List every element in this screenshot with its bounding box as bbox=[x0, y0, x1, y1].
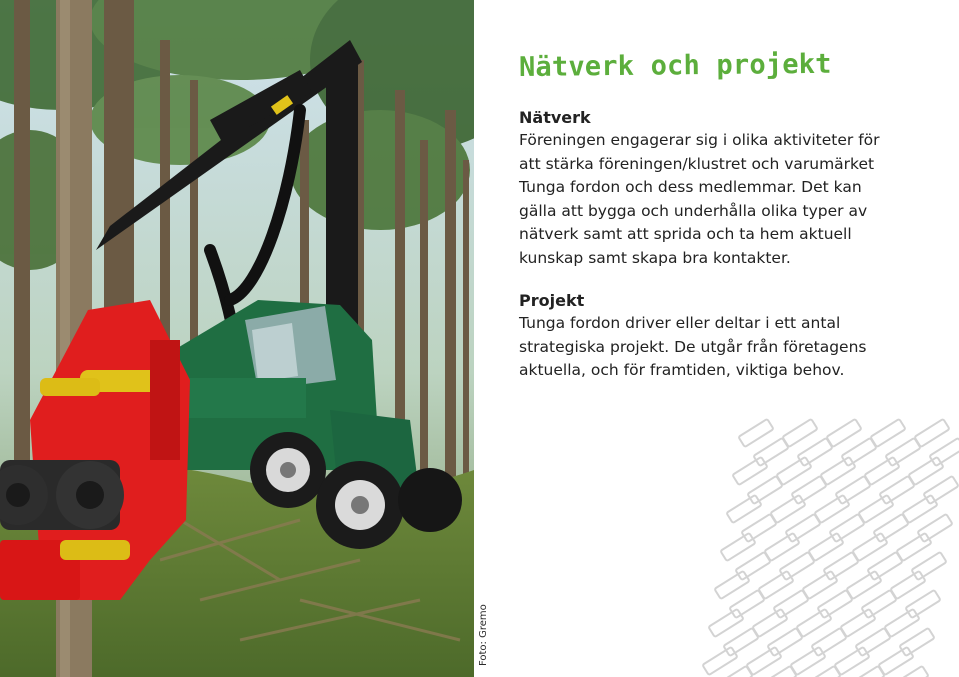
tread-block bbox=[796, 609, 831, 637]
tread-block bbox=[835, 476, 870, 504]
forest-harvester-photo bbox=[0, 0, 474, 677]
tread-block bbox=[890, 571, 925, 599]
tread-block bbox=[782, 419, 817, 447]
tread-block bbox=[929, 438, 959, 466]
tread-block bbox=[870, 419, 905, 447]
body-line: Tunga fordon driver eller deltar i ett antal bbox=[519, 314, 841, 332]
tread-block bbox=[811, 628, 846, 656]
tread-block bbox=[735, 552, 770, 580]
tread-block bbox=[776, 457, 811, 485]
tread-block bbox=[708, 609, 743, 637]
body-line: kunskap samt skapa bra kontakter. bbox=[519, 248, 791, 267]
tread-block bbox=[720, 533, 755, 561]
tread-block bbox=[808, 533, 843, 561]
tread-block bbox=[846, 571, 881, 599]
tread-block bbox=[714, 571, 749, 599]
tread-block bbox=[746, 647, 781, 675]
tread-block bbox=[908, 457, 943, 485]
tread-block bbox=[814, 495, 849, 523]
body-line: strategiska projekt. De utgår från företagens bbox=[519, 337, 867, 356]
text-column bbox=[519, 50, 939, 402]
tread-block bbox=[767, 628, 802, 656]
page-title: Nätverk och projekt bbox=[518, 48, 832, 83]
tread-block bbox=[802, 571, 837, 599]
tread-block bbox=[753, 438, 788, 466]
section-natverk bbox=[519, 106, 939, 270]
tread-block bbox=[852, 533, 887, 561]
tread-block bbox=[840, 609, 875, 637]
tread-block bbox=[873, 514, 908, 542]
body-line: att stärka föreningen/klustret och varumärket bbox=[519, 154, 875, 173]
tread-block bbox=[732, 457, 767, 485]
section-projekt bbox=[519, 289, 939, 383]
tread-block bbox=[855, 628, 890, 656]
tread-block bbox=[758, 571, 793, 599]
tread-block bbox=[858, 495, 893, 523]
tread-block bbox=[747, 476, 782, 504]
body-line: nätverk samt att sprida och ta hem aktuell bbox=[519, 225, 852, 243]
tread-block bbox=[820, 457, 855, 485]
body-line: Tunga fordon och dess medlemmar. Det kan bbox=[519, 178, 862, 196]
photo-credit: Foto: Gremo bbox=[478, 604, 489, 666]
tread-block bbox=[764, 533, 799, 561]
tread-block bbox=[885, 438, 920, 466]
section-heading: Nätverk bbox=[519, 108, 591, 127]
tread-block bbox=[864, 457, 899, 485]
tread-block bbox=[702, 647, 737, 675]
tread-block bbox=[817, 590, 852, 618]
tread-block bbox=[770, 495, 805, 523]
tread-block bbox=[861, 590, 896, 618]
tread-block bbox=[867, 552, 902, 580]
tread-block bbox=[797, 438, 832, 466]
tread-block bbox=[884, 609, 919, 637]
tread-block bbox=[785, 514, 820, 542]
tread-block bbox=[752, 609, 787, 637]
tread-block bbox=[829, 514, 864, 542]
tread-block bbox=[902, 495, 937, 523]
tread-block bbox=[723, 628, 758, 656]
tread-block bbox=[923, 476, 958, 504]
tread-block bbox=[905, 590, 940, 618]
tread-block bbox=[841, 438, 876, 466]
tread-block bbox=[791, 476, 826, 504]
section-heading: Projekt bbox=[519, 291, 585, 310]
section-body bbox=[519, 312, 939, 383]
tread-block bbox=[879, 476, 914, 504]
tread-block bbox=[726, 495, 761, 523]
tread-block bbox=[914, 419, 949, 447]
tread-block bbox=[911, 552, 946, 580]
body-line: gälla att bygga och underhålla olika typer av bbox=[519, 201, 868, 220]
tread-block bbox=[779, 552, 814, 580]
body-line: aktuella, och för framtiden, viktiga behov. bbox=[519, 361, 845, 379]
body-line: Föreningen engagerar sig i olika aktiviteter för bbox=[519, 131, 880, 149]
section-body bbox=[519, 129, 939, 270]
tread-block bbox=[738, 419, 773, 447]
tread-block bbox=[729, 590, 764, 618]
tread-block bbox=[917, 514, 952, 542]
tread-block bbox=[773, 590, 808, 618]
tread-block bbox=[899, 628, 934, 656]
tread-block bbox=[826, 419, 861, 447]
tread-block bbox=[790, 647, 825, 675]
tire-tread-graphic bbox=[699, 407, 959, 677]
tread-block bbox=[878, 647, 913, 675]
tread-block bbox=[896, 533, 931, 561]
tread-block bbox=[823, 552, 858, 580]
tread-block bbox=[741, 514, 776, 542]
tread-block bbox=[834, 647, 869, 675]
